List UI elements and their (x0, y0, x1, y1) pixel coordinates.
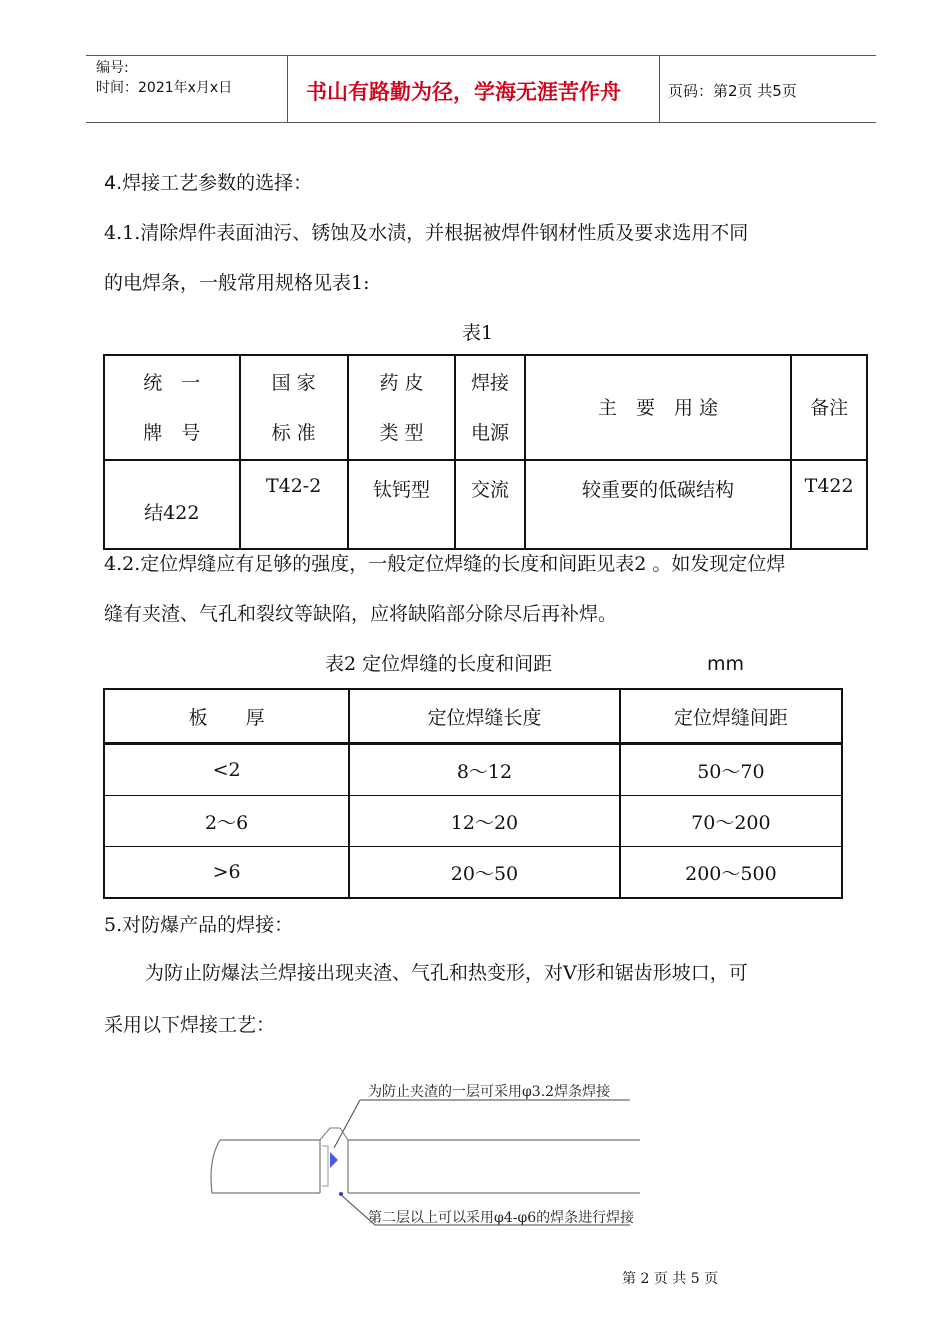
table-2 (103, 688, 843, 899)
table2-header-row (104, 689, 842, 744)
table2-header-cell: 定位焊缝间距 (620, 689, 842, 744)
table1-cell: 结422 (104, 460, 240, 549)
table-row (104, 460, 867, 549)
table2-caption: 表2 定位焊缝的长度和间距 (325, 653, 553, 675)
table1-header-cell: 焊接 电源 (455, 355, 524, 460)
figure-label-bottom: 第二层以上可以采用φ4-φ6的焊条进行焊接 (368, 1210, 635, 1226)
table2-cell: 2～6 (104, 796, 349, 847)
header-divider-left (287, 55, 288, 122)
table2-cell: 8～12 (349, 744, 620, 796)
table1-cell: T422 (791, 460, 867, 549)
para-4-1-line1: 4.1.清除焊件表面油污、锈蚀及水渍，并根据被焊件钢材性质及要求选用不同 (104, 222, 749, 244)
header-bottom-rule (86, 122, 876, 123)
para-5-line2: 采用以下焊接工艺： (104, 1014, 276, 1036)
table1-cell: 较重要的低碳结构 (525, 460, 792, 549)
table2-unit: mm (707, 653, 745, 675)
footer-page-number: 第 2 页 共 5 页 (622, 1271, 719, 1287)
table2-cell: 70～200 (620, 796, 842, 847)
table2-cell: 20～50 (349, 847, 620, 899)
table-row (104, 847, 842, 899)
table1-cell: T42-2 (240, 460, 348, 549)
para-4-2-line2: 缝有夹渣、气孔和裂纹等缺陷，应将缺陷部分除尽后再补焊。 (104, 603, 618, 625)
table2-header-cell: 板 厚 (104, 689, 349, 744)
table1-header-cell: 统 一 牌 号 (104, 355, 240, 460)
table2-cell: <2 (104, 744, 349, 796)
section-4-title: 4.焊接工艺参数的选择： (104, 172, 313, 194)
figure-label-top: 为防止夹渣的一层可采用φ3.2焊条焊接 (368, 1084, 611, 1100)
table-1 (103, 354, 868, 550)
header-motto: 书山有路勤为径，学海无涯苦作舟 (306, 80, 621, 104)
table2-header-cell: 定位焊缝长度 (349, 689, 620, 744)
table1-cell: 交流 (455, 460, 524, 549)
table2-cell: 50～70 (620, 744, 842, 796)
table1-cell: 钛钙型 (348, 460, 456, 549)
header-date: 时间：2021年x月x日 (96, 80, 233, 96)
table2-cell: 12～20 (349, 796, 620, 847)
table1-header-cell: 药 皮 类 型 (348, 355, 456, 460)
header-page-info: 页码：第2页 共5页 (668, 82, 797, 100)
weld-joint-diagram (200, 1090, 660, 1230)
table1-header-cell: 国 家 标 准 (240, 355, 348, 460)
table-row (104, 744, 842, 796)
table2-cell: >6 (104, 847, 349, 899)
table2-cell: 200～500 (620, 847, 842, 899)
table1-header-row (104, 355, 867, 460)
header-top-rule (86, 55, 876, 56)
table-row (104, 796, 842, 847)
table1-header-cell: 主 要 用 途 (525, 355, 792, 460)
para-4-2-line1: 4.2.定位焊缝应有足够的强度，一般定位焊缝的长度和间距见表2 。如发现定位焊 (104, 553, 786, 575)
table1-caption: 表1 (462, 322, 494, 344)
header-number-label: 编号: (96, 60, 129, 76)
para-4-1-line2: 的电焊条，一般常用规格见表1: (104, 272, 370, 294)
table1-header-cell: 备注 (791, 355, 867, 460)
section-5-title: 5.对防爆产品的焊接： (104, 914, 294, 936)
para-5-line1: 为防止防爆法兰焊接出现夹渣、气孔和热变形，对V形和锯齿形坡口，可 (145, 962, 748, 984)
header-divider-right (659, 55, 660, 122)
